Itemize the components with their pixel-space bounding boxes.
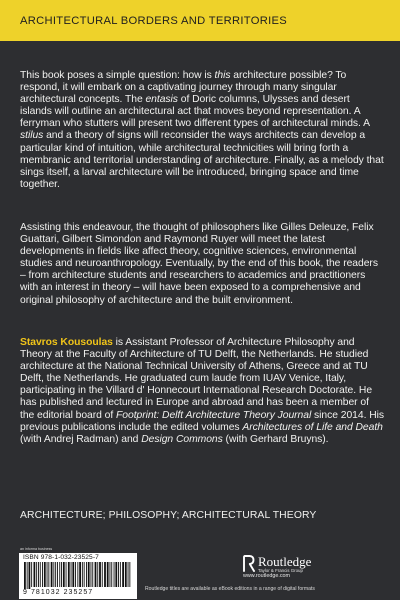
series-banner: [0, 0, 400, 41]
ebook-note: Routledge titles are available as eBook editions in a range of digital formats: [145, 586, 315, 592]
description-text: Assisting this endeavour, the thought of philosophers like Gilles Deleuze, Felix Guattari, Gilbert Simondon and Raymond Ruyer will meet the latest developments in fields like affect theory, cognitive sciences, environmental studies and neuroanthropology. Eventually, by the end of this book, the readers – from architecture students and researchers to academics and practitioners with an interest in theory – will have been exposed to a comprehensive and original philosophy of architecture and the built environment.: [20, 222, 378, 306]
author-bio: [20, 337, 384, 446]
bio-text: is Assistant Professor of Architecture Philosophy and Theory at the Faculty of Architecture of TU Delft, the Netherlands. He studied architecture at the National Technical University of Athens, Greece and at TU Delft, the Netherlands. He graduated cum laude from IUAV Venice, Italy, participating in the Villard d' Honnecourt International Research Doctorate. He has published and lectured in Europe and abroad and has been a member of the editorial board of: [20, 337, 373, 421]
description-emphasis: this: [214, 70, 231, 81]
bio-text: (with Gerhard Bruyns).: [222, 433, 329, 445]
isbn-label: ISBN 978-1-032-23525-7: [23, 554, 99, 561]
description-text: architecture possible? To respond, it will embark on a captivating journey through many singular architectural concepts. The: [20, 70, 347, 106]
publisher-url[interactable]: www.routledge.com: [243, 573, 291, 579]
description-paragraph-2: [20, 222, 384, 307]
author-name: Stavros Kousoulas: [20, 337, 113, 348]
description-paragraph-1: [20, 70, 384, 191]
barcode-digits: 9 781032 235257: [23, 589, 94, 596]
barcode-icon: [23, 562, 133, 589]
publisher-name: Routledge: [258, 554, 312, 569]
description-text: of Doric columns, Ulysses and desert islands will outline an architectural act that moves beyond representation. A ferryman who stutters will present two different types of architectural minds. A: [20, 94, 370, 130]
barcode-panel: [19, 553, 137, 599]
imprint-line: an informa business: [20, 547, 53, 551]
description-emphasis: entasis: [145, 94, 178, 106]
bio-emphasis: Footprint: Delft Architecture Theory Journal: [116, 409, 312, 421]
description-text: This book poses a simple question: how is: [20, 70, 215, 81]
subject-keywords: ARCHITECTURE; PHILOSOPHY; ARCHITECTURAL THEORY: [20, 510, 317, 521]
series-title: ARCHITECTURAL BORDERS AND TERRITORIES: [20, 15, 288, 27]
bio-text: since 2014. His previous publications include the edited volumes: [20, 409, 385, 433]
description-text: and a theory of signs will reconsider the ways architects can develop a particular kind of intuition, while architectural technicities will bring forth a membranic and territorial understanding of architecture. Finally, as a melody that sings itself, a larval architecture will be introduced, bringing space and time together.: [20, 130, 384, 190]
bio-emphasis: Architectures of Life and Death: [242, 421, 383, 433]
publisher-tagline: Taylor & Francis Group: [258, 568, 303, 573]
bio-emphasis: Design Commons: [141, 433, 223, 445]
description-emphasis: stilus: [20, 130, 44, 142]
bio-text: (with Andrej Radman) and: [20, 433, 142, 445]
routledge-logo-icon: [243, 555, 255, 572]
